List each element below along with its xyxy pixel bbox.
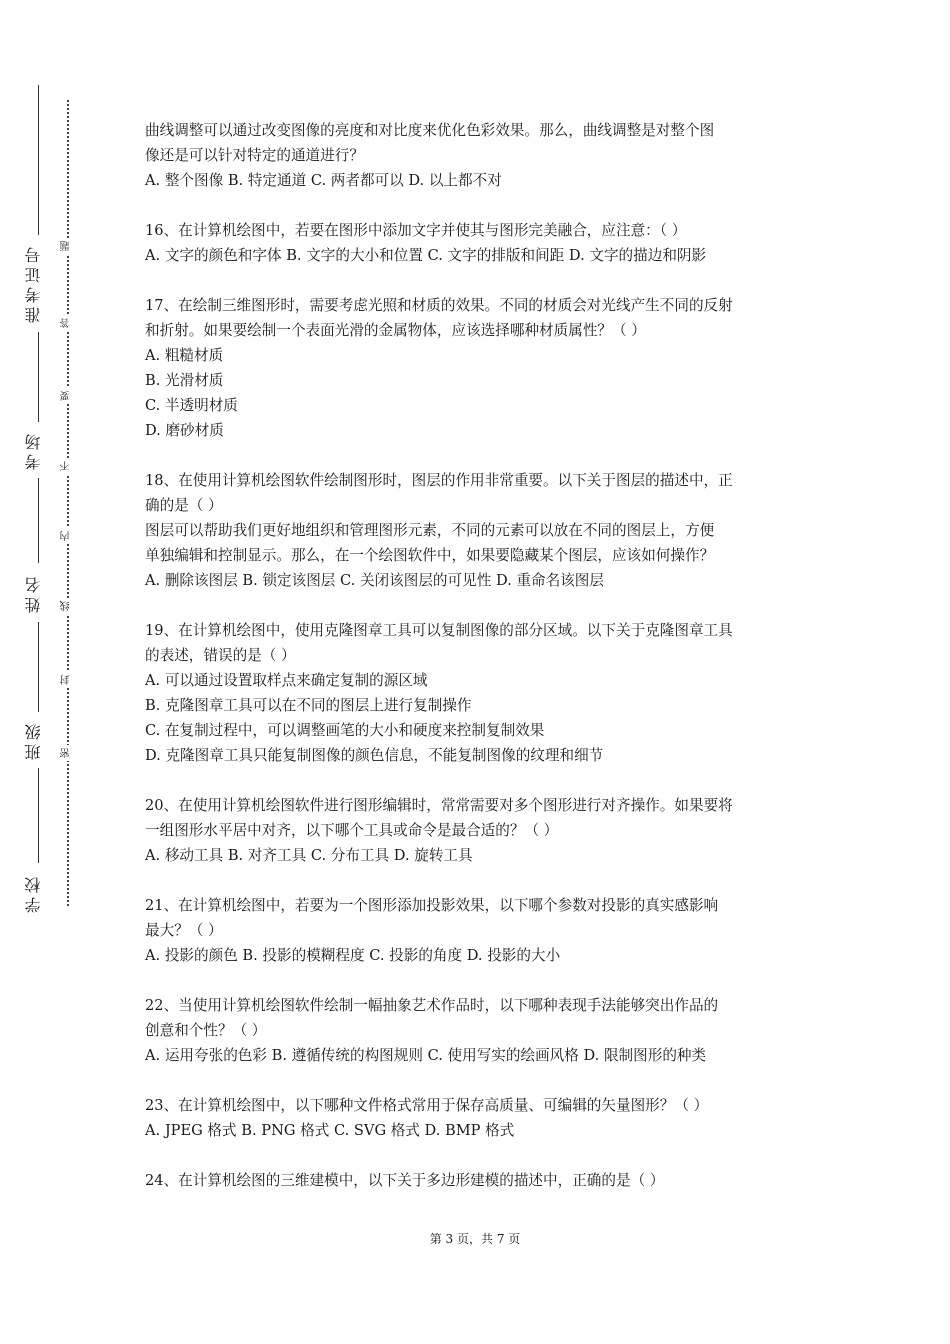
question-text: 的表述，错误的是（ ）	[145, 647, 296, 664]
binding-line-1	[38, 85, 39, 235]
seal-char: 题	[59, 238, 75, 254]
question-block	[145, 893, 810, 968]
question-text: 21、在计算机绘图中，若要为一个图形添加投影效果，以下哪个参数对投影的真实感影响	[145, 897, 719, 914]
question-text: 最大？（ ）	[145, 922, 223, 939]
exam-room-label: 考场	[24, 430, 43, 470]
question-block	[145, 293, 810, 443]
question-text: 18、在使用计算机绘图软件绘制图形时，图层的作用非常重要。以下关于图层的描述中，正	[145, 472, 733, 489]
question-text: 单独编辑和控制显示。那么，在一个绘图软件中，如果要隐藏某个图层，应该如何操作？	[145, 547, 715, 564]
answer-options: A. 移动工具 B. 对齐工具 C. 分布工具 D. 旋转工具	[145, 847, 473, 864]
question-text: 20、在使用计算机绘图软件进行图形编辑时，常常需要对多个图形进行对齐操作。如果要将	[145, 797, 733, 814]
question-text: 19、在计算机绘图中，使用克隆图章工具可以复制图像的部分区域。以下关于克隆图章工具	[145, 622, 733, 639]
question-block	[145, 218, 810, 268]
answer-option: D. 磨砂材质	[145, 422, 224, 439]
question-text: 和折射。如果要绘制一个表面光滑的金属物体，应该选择哪种材质属性？（ ）	[145, 322, 646, 339]
binding-line-4	[38, 622, 39, 712]
question-text: 22、当使用计算机绘图软件绘制一幅抽象艺术作品时，以下哪种表现手法能够突出作品的	[145, 997, 719, 1014]
answer-option: D. 克隆图章工具只能复制图像的颜色信息，不能复制图像的纹理和细节	[145, 747, 604, 764]
question-block	[145, 993, 810, 1068]
seal-char: 线	[59, 598, 75, 614]
page-number: 第 3 页，共 7 页	[429, 1232, 521, 1246]
question-text: 图层可以帮助我们更好地组织和管理图形元素，不同的元素可以放在不同的图层上，方便	[145, 522, 715, 539]
answer-options: A. 投影的颜色 B. 投影的模糊程度 C. 投影的角度 D. 投影的大小	[145, 947, 561, 964]
binding-line-5	[38, 768, 39, 863]
answer-option: A. 可以通过设置取样点来确定复制的源区域	[145, 672, 428, 689]
binding-line-2	[38, 332, 39, 422]
seal-dotted-line	[67, 100, 69, 906]
question-block	[145, 1168, 810, 1193]
question-text: 一组图形水平居中对齐，以下哪个工具或命令是最合适的？（ ）	[145, 822, 559, 839]
question-block	[145, 618, 810, 768]
answer-option: B. 光滑材质	[145, 372, 224, 389]
answer-option: B. 克隆图章工具可以在不同的图层上进行复制操作	[145, 697, 472, 714]
answer-option: A. 粗糙材质	[145, 347, 224, 364]
question-block	[145, 118, 810, 193]
answer-options: A. JPEG 格式 B. PNG 格式 C. SVG 格式 D. BMP 格式	[145, 1122, 515, 1139]
school-label: 学校	[24, 873, 43, 913]
question-text: 像还是可以针对特定的通道进行？	[145, 147, 364, 164]
question-text: 23、在计算机绘图中，以下哪种文件格式常用于保存高质量、可编辑的矢量图形？（ ）	[145, 1097, 709, 1114]
question-text: 24、在计算机绘图的三维建模中，以下关于多边形建模的描述中，正确的是（ ）	[145, 1172, 665, 1189]
answer-options: A. 删除该图层 B. 锁定该图层 C. 关闭该图层的可见性 D. 重命名该图层	[145, 572, 604, 589]
name-label: 姓名	[24, 573, 43, 613]
seal-char: 要	[59, 388, 75, 404]
question-text: 创意和个性？（ ）	[145, 1022, 267, 1039]
answer-option: C. 在复制过程中，可以调整画笔的大小和硬度来控制复制效果	[145, 722, 545, 739]
question-text: 17、在绘制三维图形时，需要考虑光照和材质的效果。不同的材质会对光线产生不同的反射	[145, 297, 733, 314]
seal-char: 密	[59, 745, 75, 761]
class-label: 班级	[24, 720, 43, 760]
question-block	[145, 1093, 810, 1143]
question-block	[145, 793, 810, 868]
seal-char: 答	[59, 315, 75, 331]
exam-id-label: 准考证号	[24, 243, 43, 323]
answer-options: A. 运用夸张的色彩 B. 遵循传统的构图规则 C. 使用写实的绘画风格 D. 限制图形的种类	[145, 1047, 707, 1064]
answer-option: C. 半透明材质	[145, 397, 238, 414]
question-text: 曲线调整可以通过改变图像的亮度和对比度来优化色彩效果。那么，曲线调整是对整个图	[145, 122, 715, 139]
binding-line-3	[38, 478, 39, 563]
answer-options: A. 文字的颜色和字体 B. 文字的大小和位置 C. 文字的排版和间距 D. 文字的描边和阴影	[145, 247, 707, 264]
seal-char: 内	[59, 528, 75, 544]
answer-options: A. 整个图像 B. 特定通道 C. 两者都可以 D. 以上都不对	[145, 172, 502, 189]
question-block	[145, 468, 810, 593]
question-list	[145, 118, 810, 1193]
seal-char: 不	[59, 458, 75, 474]
question-text: 16、在计算机绘图中，若要在图形中添加文字并使其与图形完美融合，应注意：（ ）	[145, 222, 687, 239]
question-text: 确的是（ ）	[145, 497, 223, 514]
seal-char: 封	[59, 672, 75, 688]
